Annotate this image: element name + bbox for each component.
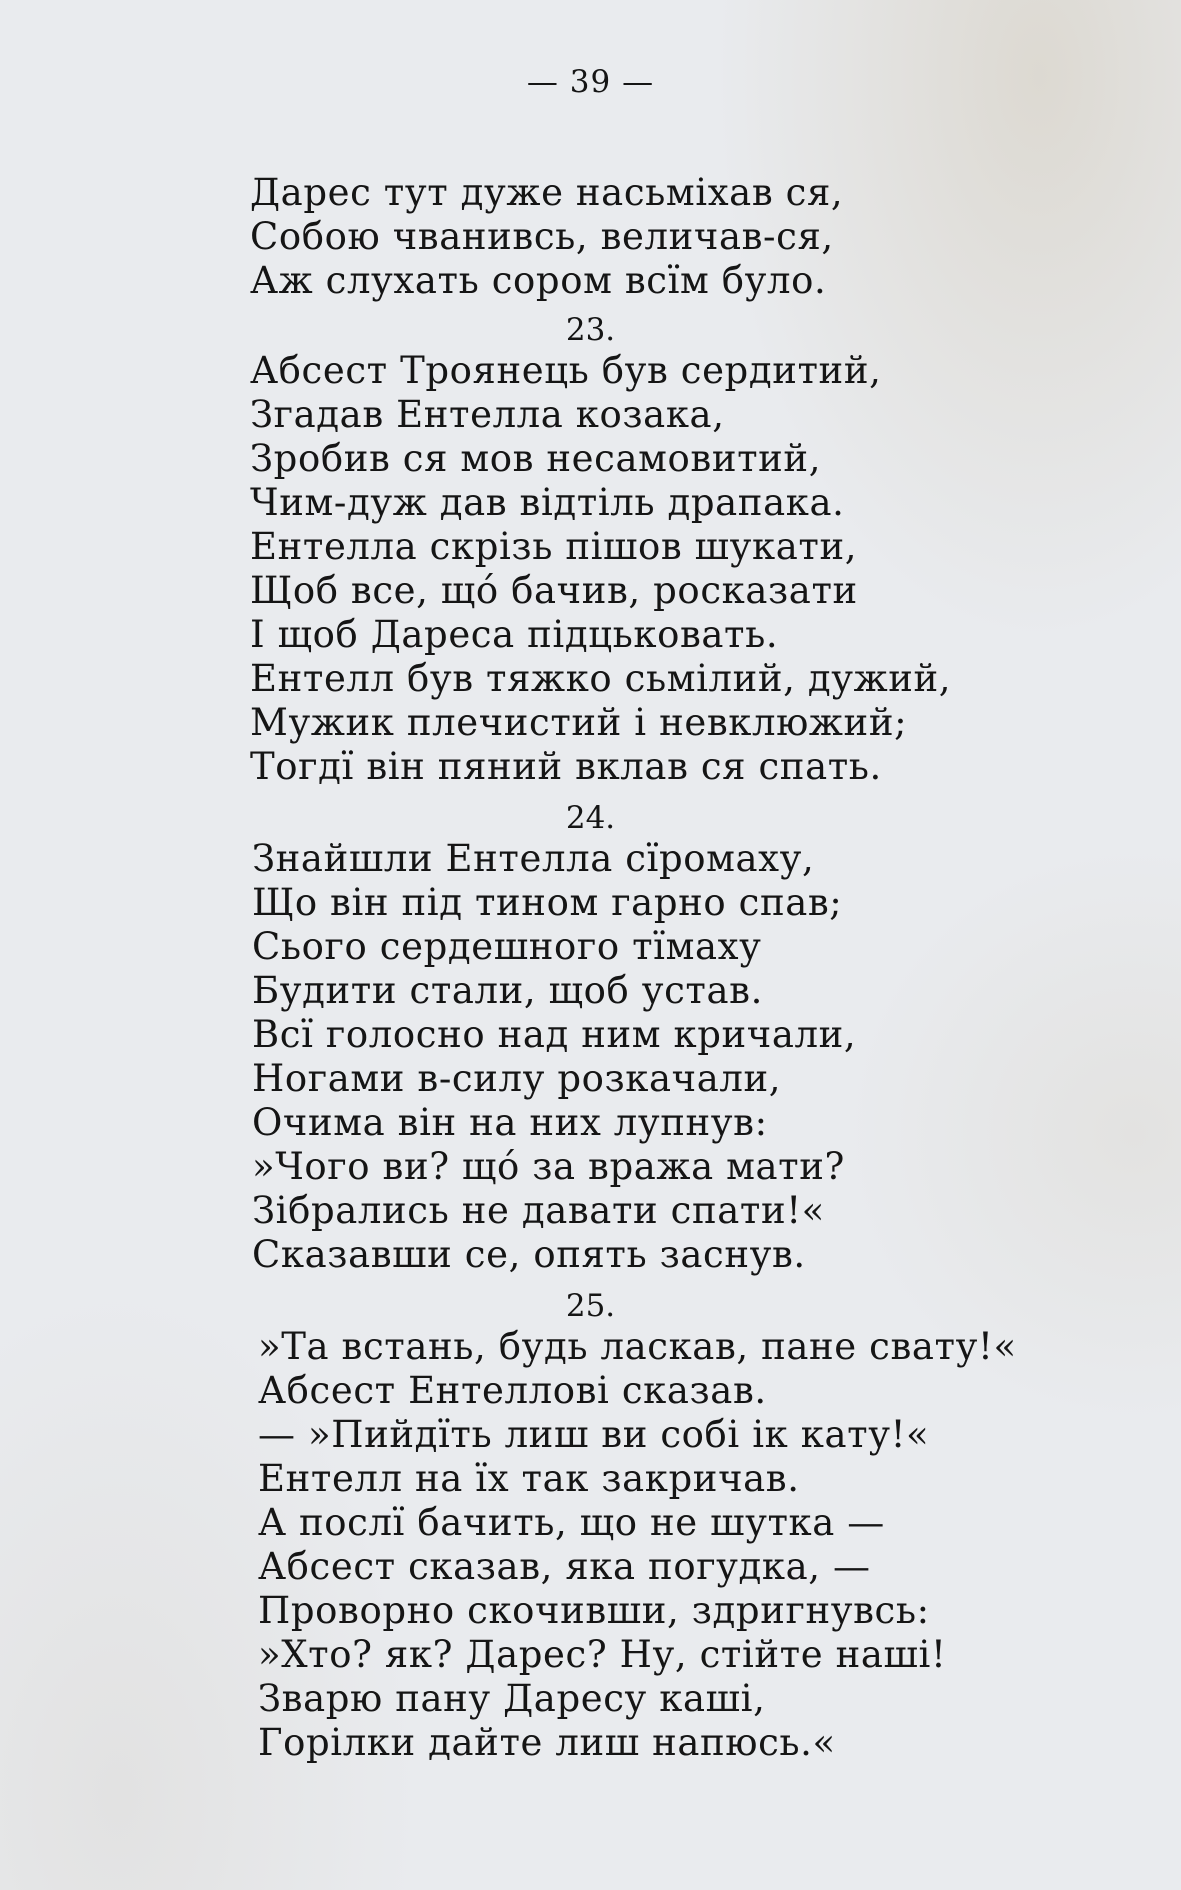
- poem-line: Абсест Троянець був сердитий,: [250, 349, 882, 392]
- poem-line: Дарес тут дуже насьміхав ся,: [250, 171, 844, 214]
- poem-line: Тогдї він пяний вклав ся спать.: [250, 745, 882, 788]
- poem-line: Будити стали, щоб устав.: [252, 969, 763, 1012]
- stanza-number: 24.: [565, 800, 616, 836]
- poem-line: Що він під тином гарно спав;: [252, 881, 843, 924]
- poem-line: »Чого ви? щó за вража мати?: [252, 1145, 845, 1188]
- poem-line: Зварю пану Даресу каші,: [258, 1677, 766, 1720]
- poem-line: Щоб все, щó бачив, росказати: [250, 569, 858, 612]
- poem-line: Горілки дайте лиш напюсь.«: [258, 1721, 836, 1764]
- poem-line: Ногами в-силу розкачали,: [252, 1057, 782, 1100]
- poem-line: Абсест Ентеллові сказав.: [258, 1369, 767, 1412]
- poem-line: Абсест сказав, яка погудка, —: [258, 1545, 871, 1588]
- poem-line: Аж слухать сором всїм було.: [250, 259, 827, 302]
- poem-line: Очима він на них лупнув:: [252, 1101, 768, 1144]
- poem-line: Проворно скочивши, здригнувсь:: [258, 1589, 930, 1632]
- stanza-number: 25.: [565, 1288, 616, 1324]
- poem-line: Ентелл був тяжко сьмілий, дужий,: [250, 657, 952, 700]
- poem-line: Згадав Ентелла козака,: [250, 393, 725, 436]
- poem-line: Сього сердешного тїмаху: [252, 925, 762, 968]
- poem-line: І щоб Дареса підцьковать.: [250, 613, 779, 656]
- poem-line: Зібрались не давати спати!«: [252, 1189, 825, 1232]
- poem-line: Мужик плечистий і невклюжий;: [250, 701, 908, 744]
- poem-line: Всї голосно над ним кричали,: [252, 1013, 857, 1056]
- poem-line: Знайшли Ентелла сїромаху,: [252, 837, 815, 880]
- poem-line: »Та встань, будь ласкав, пане свату!«: [258, 1325, 1017, 1368]
- poem-line: А послї бачить, що не шутка —: [258, 1501, 885, 1544]
- stanza-number: 23.: [565, 312, 616, 348]
- poem-line: Собою чванивсь, величав-ся,: [250, 215, 834, 258]
- poem-line: Зробив ся мов несамовитий,: [250, 437, 822, 480]
- poem-line: Ентелла скрізь пішов шукати,: [250, 525, 858, 568]
- poem-line: Чим-дуж дав відтіль драпака.: [250, 481, 845, 524]
- page-number: — 39 —: [526, 64, 655, 100]
- poem-line: Ентелл на їх так закричав.: [258, 1457, 800, 1500]
- poem-line: — »Пийдїть лиш ви собі ік кату!«: [258, 1413, 930, 1456]
- poem-line: Сказавши се, опять заснув.: [252, 1233, 806, 1276]
- poem-line: »Хто? як? Дарес? Ну, стійте наші!: [258, 1633, 947, 1676]
